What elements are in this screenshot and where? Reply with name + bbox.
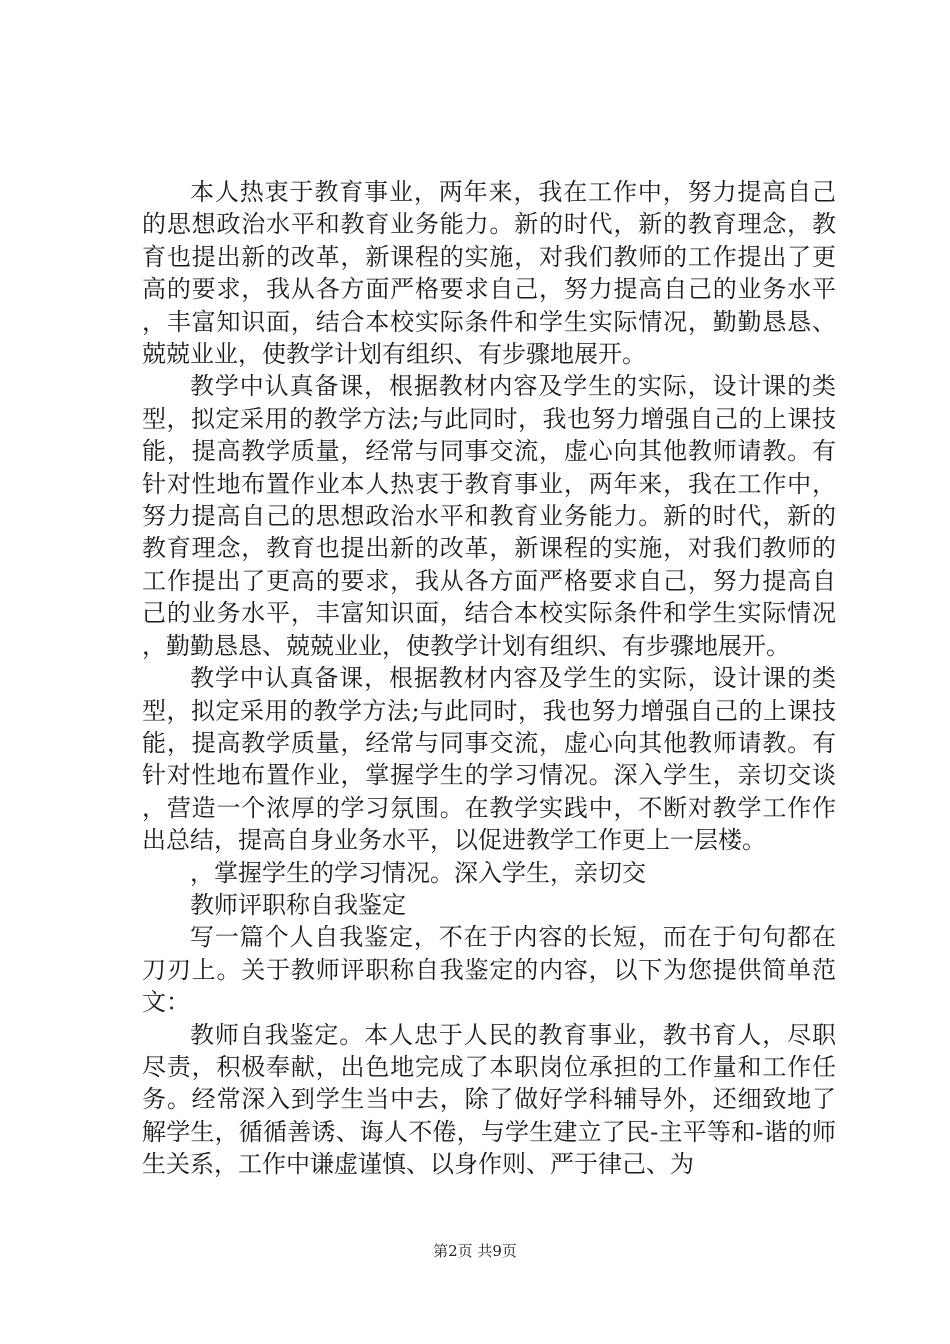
paragraph: 本人热衷于教育事业，两年来，我在工作中，努力提高自己的思想政治水平和教育业务能力。新的时代，新的教育理念，教育也提出新的改革，新课程的实施，对我们教师的工作提出了更高的要求，我从各方面严格要求自己，努力提高自己的业务水平，丰富知识面，结合本校实际条件和学生实际情况，勤勤恳恳、兢兢业业，使教学计划有组织、有步骤地展开。 [142, 178, 836, 369]
paragraph: 教学中认真备课，根据教材内容及学生的实际，设计课的类型，拟定采用的教学方法;与此同时，我也努力增强自己的上课技能，提高教学质量，经常与同事交流，虚心向其他教师请教。有针对性地布置作业，掌握学生的学习情况。深入学生，亲切交谈，营造一个浓厚的学习氛围。在教学实践中，不断对教学工作作出总结，提高自身业务水平，以促进教学工作更上一层楼。 [142, 664, 836, 855]
page-number: 第2页 共9页 [433, 1242, 517, 1260]
section-heading: 教师评职称自我鉴定 [190, 890, 406, 919]
paragraph: 教学中认真备课，根据教材内容及学生的实际，设计课的类型，拟定采用的教学方法;与此同时，我也努力增强自己的上课技能，提高教学质量，经常与同事交流，虚心向其他教师请教。有针对性地布置作业本人热衷于教育事业，两年来，我在工作中，努力提高自己的思想政治水平和教育业务能力。新的时代，新的教育理念，教育也提出新的改革，新课程的实施，对我们教师的工作提出了更高的要求，我从各方面严格要求自己，努力提高自己的业务水平，丰富知识面，结合本校实际条件和学生实际情况，勤勤恳恳、兢兢业业，使教学计划有组织、有步骤地展开。 [142, 372, 836, 660]
paragraph: 教师自我鉴定。本人忠于人民的教育事业，教书育人，尽职尽责，积极奉献，出色地完成了本职岗位承担的工作量和工作任务。经常深入到学生当中去，除了做好学科辅导外，还细致地了解学生，循循善诱、诲人不倦，与学生建立了民-主平等和-谐的师生关系，工作中谦虚谨慎、以身作则、严于律己、为 [142, 1020, 836, 1179]
document-body [142, 176, 836, 1181]
paragraph: ，掌握学生的学习情况。深入学生，亲切交 [190, 858, 646, 887]
paragraph: 写一篇个人自我鉴定，不在于内容的长短，而在于句句都在刀刃上。关于教师评职称自我鉴定的内容，以下为您提供简单范文： [142, 923, 836, 1017]
